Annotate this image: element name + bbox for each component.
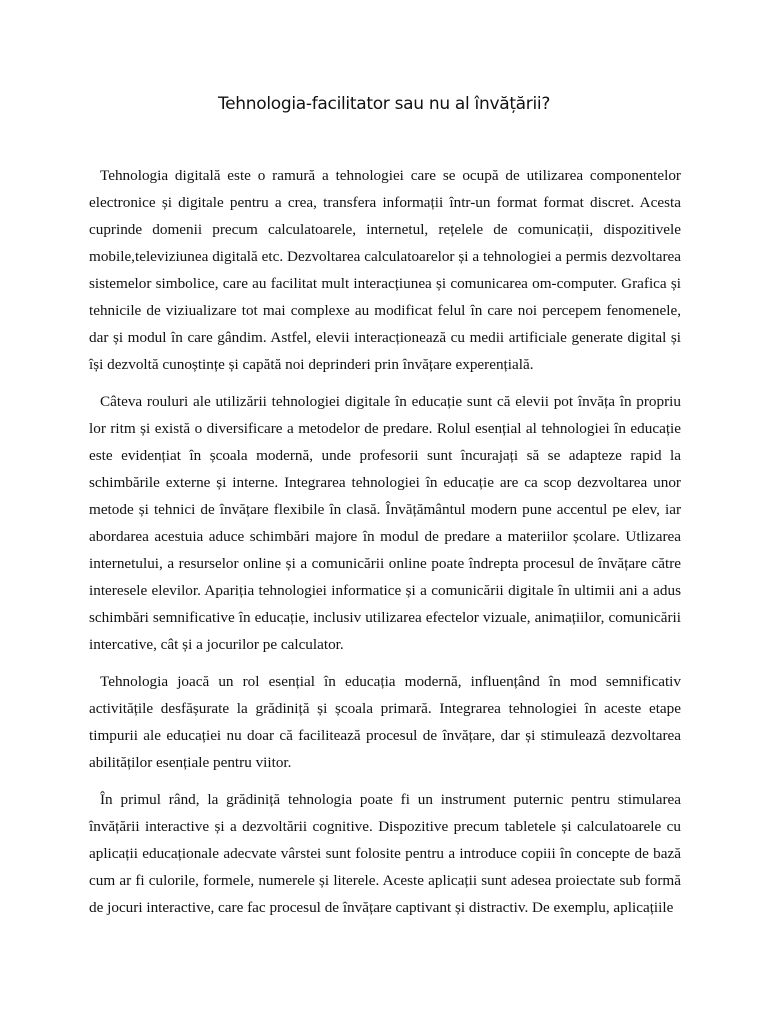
paragraph-3: Tehnologia joacă un rol esențial în educația modernă, influențând în mod semnificativ activitățile desfășurate la grădiniță și școala primară. Integrarea tehnologiei în aceste etape timpurii ale educației nu doar că facilitează procesul de învățare, dar și stimulează dezvoltarea abilităților esențiale pentru viitor. bbox=[89, 673, 681, 771]
paragraph-2: Câteva rouluri ale utilizării tehnologiei digitale în educație sunt că elevii pot învăța în propriu lor ritm și există o diversificare a metodelor de predare. Rolul esențial al tehnologiei în educație este evidențiat în școala modernă, unde profesorii sunt încurajați să se adapteze rapid la schimbările externe și interne. Integrarea tehnologiei în educație are ca scop dezvoltarea unor metode și tehnici de învățare flexibile în clasă. Învățământul modern pune accentul pe elev, iar abordarea acestuia aduce schimbări majore în modul de predare a materiilor școlare. Utlizarea internetului, a resurselor online și a comunicării online poate îndrepta procesul de învățare către interesele elevilor. Apariția tehnologiei informatice și a comunicării digitale în ultimii ani a adus schimbări semnificative în educație, inclusiv utilizarea efectelor vizuale, animațiilor, comunicării intercative, cât și a jocurilor pe calculator. bbox=[89, 393, 681, 653]
document-body bbox=[89, 162, 681, 931]
document-title: Tehnologia-facilitator sau nu al învățării? bbox=[217, 94, 551, 114]
paragraph-1: Tehnologia digitală este o ramură a tehnologiei care se ocupă de utilizarea componentelor electronice și digitale pentru a crea, transfera informații într-un format format discret. Acesta cuprinde domenii precum calculatoarele, internetul, rețelele de comunicații, dispozitivele mobile,televiziunea digitală etc. Dezvoltarea calculatoarelor și a tehnologiei a permis dezvoltarea sistemelor simbolice, care au facilitat mult interacțiunea și comunicarea om-computer. Grafica și tehnicile de viziualizare tot mai complexe au modificat felul în care noi percepem fenomenele, dar și modul în care gândim. Astfel, elevii interacționează cu medii artificiale generate digital și își dezvoltă cunoștințe și capătă noi deprinderi prin învățare experențială. bbox=[89, 167, 681, 373]
paragraph-4: În primul rând, la grădiniță tehnologia poate fi un instrument puternic pentru stimularea învățării interactive și a dezvoltării cognitive. Dispozitive precum tabletele și calculatoarele cu aplicații educaționale adecvate vârstei sunt folosite pentru a introduce copiii în concepte de bază cum ar fi culorile, formele, numerele și literele. Aceste aplicații sunt adesea proiectate sub formă de jocuri interactive, care fac procesul de învățare captivant și distractiv. De exemplu, aplicațiile bbox=[89, 791, 681, 916]
